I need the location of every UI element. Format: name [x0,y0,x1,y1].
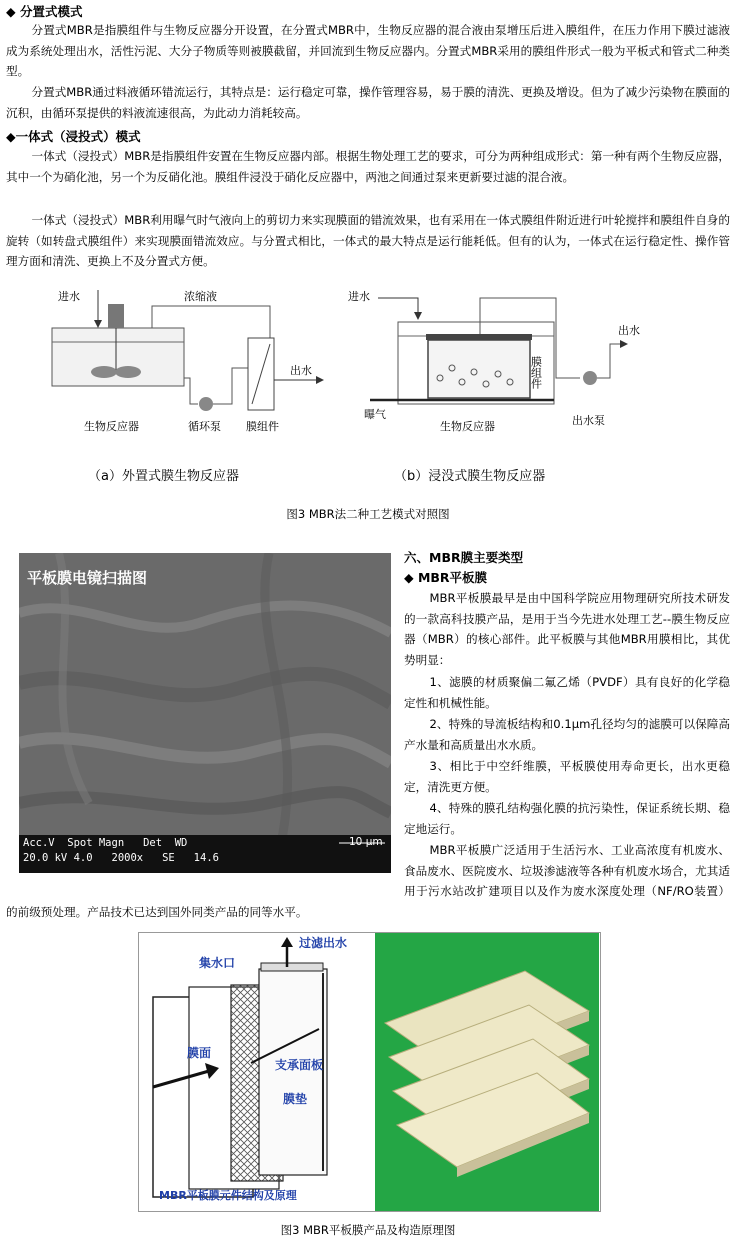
label-reactor-a: 生物反应器 [84,420,139,433]
label-reactor-b: 生物反应器 [440,420,495,433]
label-filtered: 过滤出水 [299,936,348,950]
label-support: 支承面板 [275,1058,324,1072]
caption-b: （b）浸没式膜生物反应器 [394,469,546,484]
closing-text: MBR平板膜广泛适用于生活污水、工业高浓度有机废水、食品废水、医院废水、垃圾渗滤液等各种有机废水场合，尤其适用于污水站改扩建项目以及作为废水深度处理（NF/RO装置）的前级预处理。产品技术已达到国外同类产品的同等水平。 [6,843,730,919]
label-pump-b: 出水泵 [572,414,605,427]
figure-caption-1: 图3 MBR法二种工艺模式对照图 [286,507,450,521]
label-pad: 膜垫 [283,1092,308,1106]
diagram-submerged-mbr [340,278,640,490]
label-aeration: 曝气 [364,408,386,421]
subheading-flat-membrane: ◆ MBR平板膜 [404,570,488,585]
paragraph-flat-closing [6,840,730,922]
list-item-4: 4、特殊的膜孔结构强化膜的抗污染性，保证系统长期、稳定地运行。 [404,801,730,836]
paragraph-split-2: 分置式MBR通过料液循环错流运行，其特点是：运行稳定可靠，操作管理容易，易于膜的清洗、更换及增设。但为了减少污染物在膜面的沉积，由循环泵提供的料液流速很高，为此动力消耗较高。 [6,85,730,120]
structure-diagram [139,933,375,1211]
heading-membrane-types: 六、MBR膜主要类型 [404,550,524,565]
heading-split-mode: ◆ 分置式模式 [6,4,83,19]
sem-info-line2: 20.0 kV 4.0 2000x SE 14.6 [23,852,219,864]
label-surface: 膜面 [187,1046,212,1060]
caption-a: （a）外置式膜生物反应器 [88,469,239,484]
label-inlet-a: 进水 [58,290,80,303]
label-membrane-b: 膜组件 [529,356,543,389]
list-item-2: 2、特殊的导流板结构和0.1μm孔径均匀的滤膜可以保障高产水量和高质量出水水质。 [404,717,730,752]
label-concentrate: 浓缩液 [184,290,217,303]
heading-integrated-mode: ◆一体式（浸投式）模式 [6,129,141,144]
structure-panel-title: MBR平板膜元件结构及原理 [159,1189,297,1202]
sem-info-line1: Acc.V Spot Magn Det WD [23,837,188,849]
paragraph-integrated-1: 一体式（浸投式）MBR是指膜组件安置在生物反应器内部。根据生物处理工艺的要求，可分为两种组成形式：第一种有两个生物反应器，其中一个为硝化池，另一个为反硝化池。膜组件浸没于硝化反应器中，两池之间通过泵来更新要过滤的混合液。 [6,149,730,184]
label-collect: 集水口 [199,956,236,970]
list-item-1: 1、滤膜的材质聚偏二氟乙烯（PVDF）具有良好的化学稳定性和机械性能。 [404,675,730,710]
label-membrane-a: 膜组件 [246,420,279,433]
label-pump-a: 循环泵 [188,420,221,433]
label-inlet-b: 进水 [348,290,370,303]
label-outlet-a: 出水 [290,364,312,377]
paragraph-flat-intro: MBR平板膜最早是由中国科学院应用物理研究所技术研发的一款高科技膜产品，是用于当今先进水处理工艺--膜生物反应器（MBR）的核心部件。此平板膜与其他MBR用膜相比，其优势明显： [404,591,730,667]
list-item-3: 3、相比于中空纤维膜，平板膜使用寿命更长，出水更稳定，清洗更方便。 [404,759,730,794]
label-outlet-b: 出水 [618,324,640,337]
sem-image [19,553,391,873]
figure-caption-2: 图3 MBR平板膜产品及构造原理图 [280,1223,456,1237]
float-spacer [6,840,404,882]
paragraph-split-1: 分置式MBR是指膜组件与生物反应器分开设置，在分置式MBR中，生物反应器的混合液由泵增压后进入膜组件，在压力作用下膜过滤液成为系统处理出水，活性污泥、大分子物质等则被膜截留，并回流到生物反应器内。分置式MBR采用的膜组件形式一般为平板式和管式二种类型。 [6,23,730,78]
sem-scale: 10 μm [349,836,383,848]
paragraph-integrated-2: 一体式（浸投式）MBR利用曝气时气液向上的剪切力来实现膜面的错流效果，也有采用在一体式膜组件附近进行叶轮搅拌和膜组件自身的旋转（如转盘式膜组件）来实现膜面错流效应。与分置式相比，一体式的最大特点是运行能耗低。但有的认为，一体式在运行稳定性、操作管理方面和清洗、更换上不及分置式方便。 [6,213,730,268]
sem-title: 平板膜电镜扫描图 [27,569,148,587]
flat-membrane-figure [138,932,601,1212]
diagram-external-mbr [40,278,340,490]
product-photo [375,933,599,1211]
